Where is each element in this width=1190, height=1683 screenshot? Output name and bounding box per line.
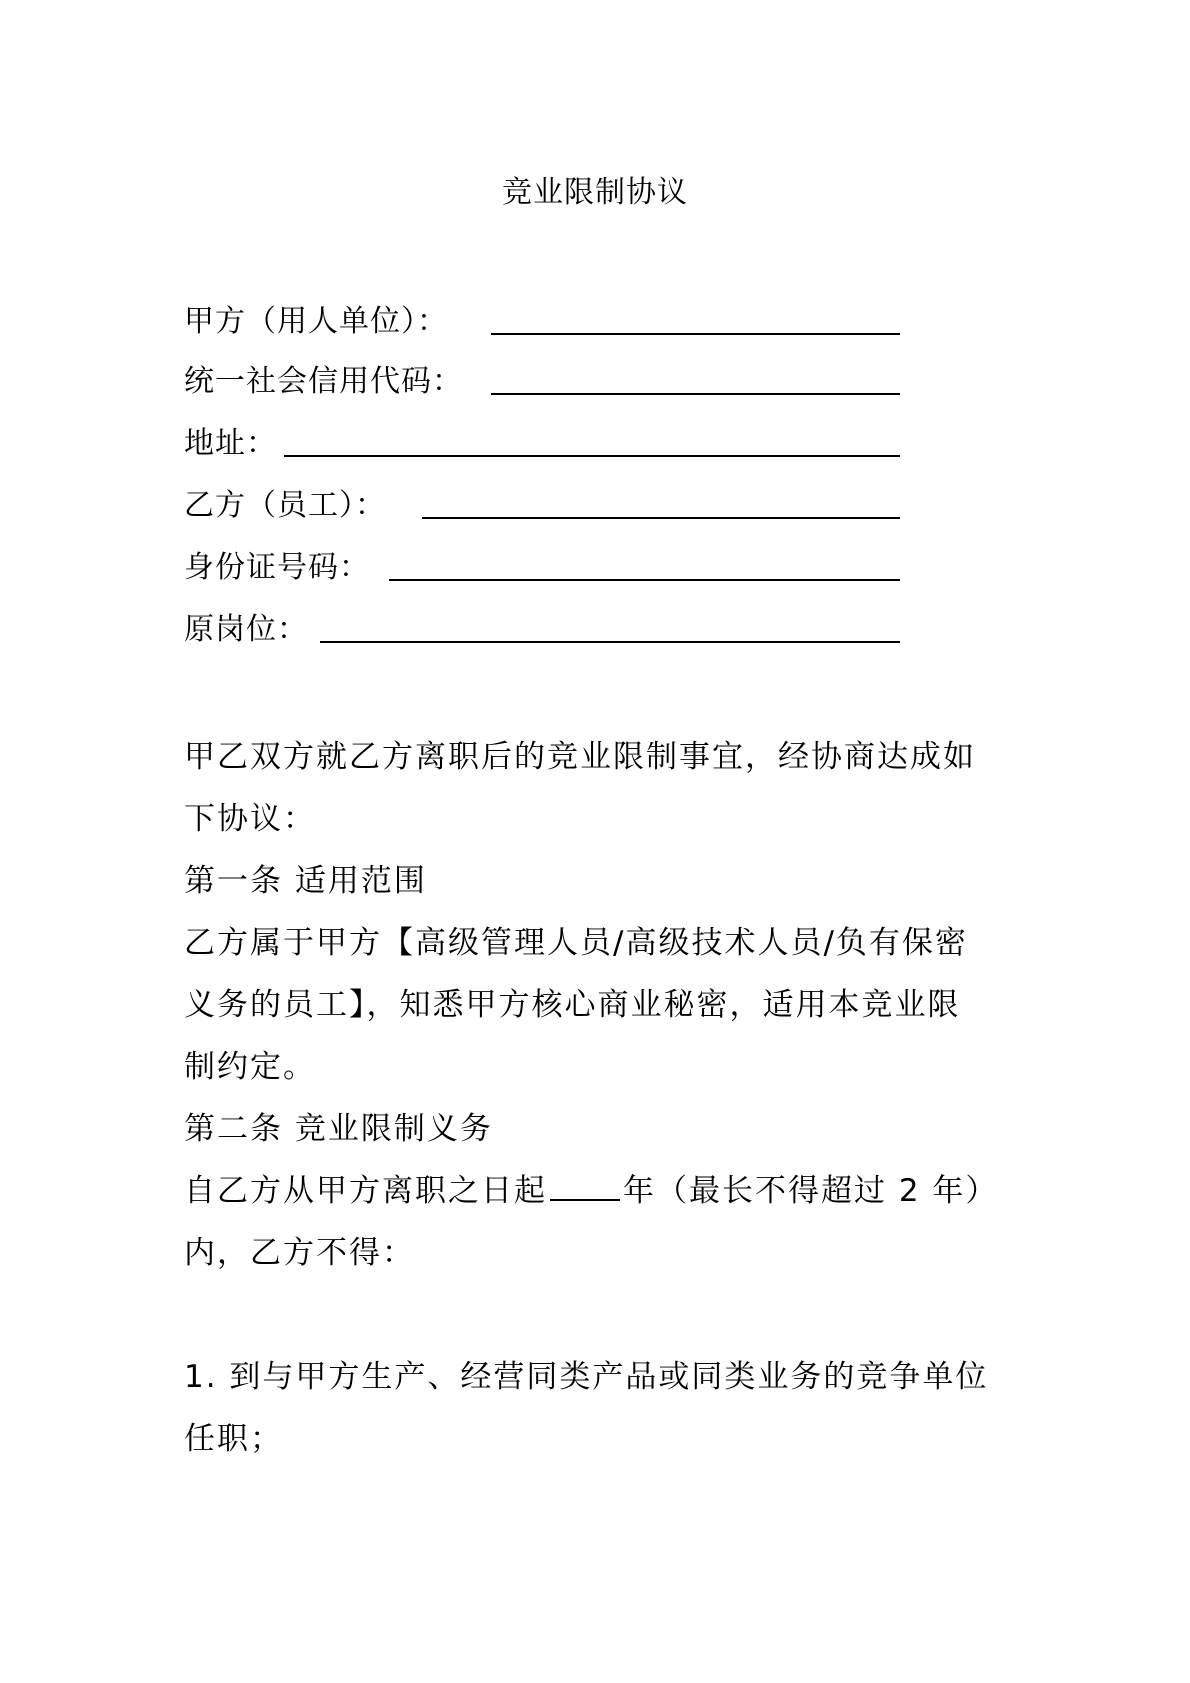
article-2-line: 内，乙方不得： xyxy=(184,1235,415,1271)
address-field xyxy=(184,414,900,466)
article-1-heading: 第一条 适用范围 xyxy=(184,863,427,899)
credit-code-blank-line[interactable] xyxy=(491,393,900,395)
article-2-heading: 第二条 竞业限制义务 xyxy=(184,1111,493,1147)
document-title: 竞业限制协议 xyxy=(502,175,688,210)
original-position-label: 原岗位： xyxy=(184,612,308,647)
intro-line: 甲乙双方就乙方离职后的竞业限制事宜，经协商达成如 xyxy=(184,739,976,775)
list-item-line: 任职； xyxy=(184,1421,283,1457)
credit-code-label: 统一社会信用代码： xyxy=(184,364,463,399)
article-2-text-before-blank: 自乙方从甲方离职之日起 xyxy=(184,1173,547,1209)
address-blank-line[interactable] xyxy=(284,455,900,457)
id-number-blank-line[interactable] xyxy=(389,579,900,581)
party-a-label: 甲方（用人单位）： xyxy=(184,304,448,339)
article-2 xyxy=(184,1098,1014,1284)
years-blank[interactable] xyxy=(550,1199,620,1201)
original-position-field xyxy=(184,600,900,652)
article-1-line: 制约定。 xyxy=(184,1049,316,1085)
list-item-line: 1. 到与甲方生产、经营同类产品或同类业务的竞争单位 xyxy=(184,1359,989,1395)
id-number-field xyxy=(184,538,900,590)
article-2-text-after-blank: 年（最长不得超过 2 年） xyxy=(623,1173,999,1209)
party-b-label: 乙方（员工）： xyxy=(184,488,386,523)
original-position-blank-line[interactable] xyxy=(320,641,900,643)
intro-line: 下协议： xyxy=(184,801,316,837)
article-1 xyxy=(184,850,1014,1098)
article-1-line: 义务的员工】，知悉甲方核心商业秘密，适用本竞业限 xyxy=(184,987,961,1023)
article-2-line xyxy=(184,1160,1014,1222)
article-1-line: 乙方属于甲方【高级管理人员/高级技术人员/负有保密 xyxy=(184,925,968,961)
party-b-field xyxy=(184,476,900,528)
credit-code-field xyxy=(184,352,900,404)
party-a-field xyxy=(184,292,900,344)
list-item-1 xyxy=(184,1346,1014,1470)
intro-paragraph xyxy=(184,726,1014,850)
id-number-label: 身份证号码： xyxy=(184,550,370,585)
address-label: 地址： xyxy=(184,426,277,461)
party-b-blank-line[interactable] xyxy=(422,517,900,519)
party-a-blank-line[interactable] xyxy=(491,333,900,335)
